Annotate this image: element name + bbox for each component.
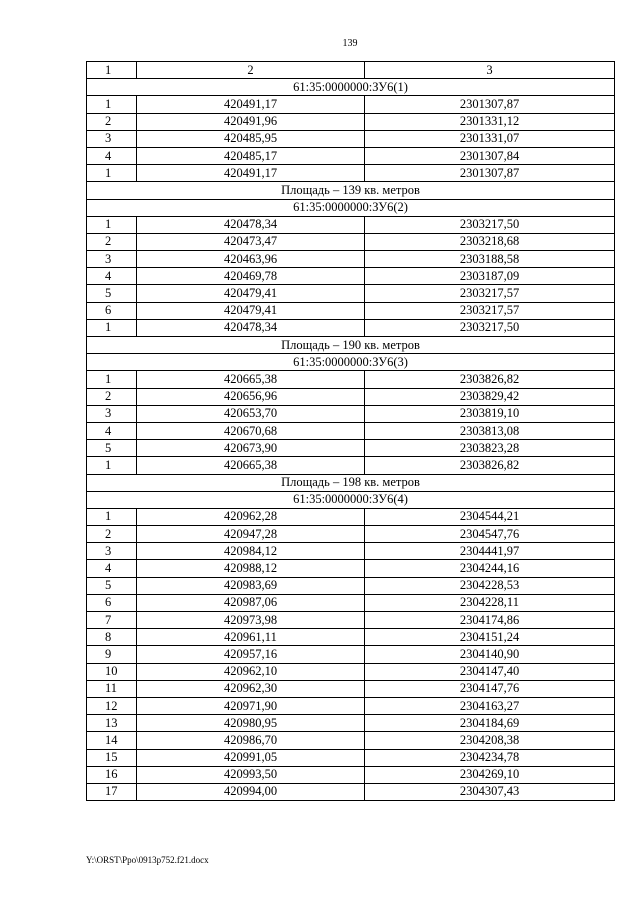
parcel-title: 61:35:0000000:ЗУ6(1) — [87, 79, 615, 96]
coordinates-table-body — [87, 62, 615, 801]
parcel-area: Площадь – 198 кв. метров — [87, 474, 615, 491]
table-row — [87, 319, 615, 336]
table-row — [87, 96, 615, 113]
x-coordinate: 420485,17 — [137, 147, 365, 164]
point-number: 3 — [87, 251, 137, 268]
x-coordinate: 420962,28 — [137, 508, 365, 525]
y-coordinate: 2304441,97 — [365, 543, 615, 560]
x-coordinate: 420665,38 — [137, 457, 365, 474]
y-coordinate: 2303826,82 — [365, 371, 615, 388]
x-coordinate: 420473,47 — [137, 233, 365, 250]
y-coordinate: 2303217,57 — [365, 302, 615, 319]
point-number: 15 — [87, 749, 137, 766]
header-col-2: 2 — [137, 62, 365, 79]
table-row — [87, 697, 615, 714]
x-coordinate: 420665,38 — [137, 371, 365, 388]
table-row — [87, 543, 615, 560]
point-number: 4 — [87, 147, 137, 164]
parcel-title-row — [87, 199, 615, 216]
x-coordinate: 420463,96 — [137, 251, 365, 268]
y-coordinate: 2301331,12 — [365, 113, 615, 130]
x-coordinate: 420947,28 — [137, 526, 365, 543]
table-row — [87, 732, 615, 749]
y-coordinate: 2301307,87 — [365, 96, 615, 113]
point-number: 13 — [87, 715, 137, 732]
point-number: 1 — [87, 319, 137, 336]
y-coordinate: 2303813,08 — [365, 422, 615, 439]
header-col-3: 3 — [365, 62, 615, 79]
coordinates-table — [86, 61, 615, 801]
table-row — [87, 165, 615, 182]
x-coordinate: 420479,41 — [137, 302, 365, 319]
x-coordinate: 420653,70 — [137, 405, 365, 422]
point-number: 2 — [87, 233, 137, 250]
point-number: 1 — [87, 216, 137, 233]
table-row — [87, 405, 615, 422]
table-row — [87, 663, 615, 680]
x-coordinate: 420962,30 — [137, 680, 365, 697]
point-number: 3 — [87, 130, 137, 147]
y-coordinate: 2304244,16 — [365, 560, 615, 577]
x-coordinate: 420980,95 — [137, 715, 365, 732]
y-coordinate: 2303217,57 — [365, 285, 615, 302]
point-number: 6 — [87, 594, 137, 611]
y-coordinate: 2303217,50 — [365, 319, 615, 336]
table-row — [87, 268, 615, 285]
y-coordinate: 2304544,21 — [365, 508, 615, 525]
parcel-title-row — [87, 79, 615, 96]
point-number: 4 — [87, 422, 137, 439]
point-number: 1 — [87, 96, 137, 113]
parcel-area-row — [87, 182, 615, 199]
point-number: 7 — [87, 612, 137, 629]
y-coordinate: 2303188,58 — [365, 251, 615, 268]
y-coordinate: 2303187,09 — [365, 268, 615, 285]
x-coordinate: 420962,10 — [137, 663, 365, 680]
table-row — [87, 766, 615, 783]
y-coordinate: 2304234,78 — [365, 749, 615, 766]
table-row — [87, 594, 615, 611]
y-coordinate: 2304174,86 — [365, 612, 615, 629]
x-coordinate: 420994,00 — [137, 783, 365, 800]
point-number: 2 — [87, 526, 137, 543]
table-row — [87, 457, 615, 474]
x-coordinate: 420656,96 — [137, 388, 365, 405]
x-coordinate: 420469,78 — [137, 268, 365, 285]
x-coordinate: 420993,50 — [137, 766, 365, 783]
x-coordinate: 420485,95 — [137, 130, 365, 147]
table-row — [87, 577, 615, 594]
point-number: 3 — [87, 543, 137, 560]
parcel-title: 61:35:0000000:ЗУ6(3) — [87, 354, 615, 371]
x-coordinate: 420670,68 — [137, 422, 365, 439]
table-row — [87, 251, 615, 268]
point-number: 8 — [87, 629, 137, 646]
y-coordinate: 2304307,43 — [365, 783, 615, 800]
x-coordinate: 420673,90 — [137, 440, 365, 457]
parcel-title-row — [87, 354, 615, 371]
x-coordinate: 420957,16 — [137, 646, 365, 663]
table-row — [87, 646, 615, 663]
y-coordinate: 2304140,90 — [365, 646, 615, 663]
x-coordinate: 420988,12 — [137, 560, 365, 577]
table-row — [87, 422, 615, 439]
y-coordinate: 2303218,68 — [365, 233, 615, 250]
x-coordinate: 420971,90 — [137, 697, 365, 714]
x-coordinate: 420987,06 — [137, 594, 365, 611]
table-row — [87, 302, 615, 319]
point-number: 12 — [87, 697, 137, 714]
table-row — [87, 285, 615, 302]
x-coordinate: 420479,41 — [137, 285, 365, 302]
point-number: 1 — [87, 457, 137, 474]
table-row — [87, 612, 615, 629]
parcel-area: Площадь – 190 кв. метров — [87, 337, 615, 354]
table-row — [87, 680, 615, 697]
x-coordinate: 420491,17 — [137, 96, 365, 113]
table-row — [87, 526, 615, 543]
y-coordinate: 2304547,76 — [365, 526, 615, 543]
point-number: 5 — [87, 285, 137, 302]
x-coordinate: 420478,34 — [137, 319, 365, 336]
point-number: 11 — [87, 680, 137, 697]
x-coordinate: 420983,69 — [137, 577, 365, 594]
x-coordinate: 420491,17 — [137, 165, 365, 182]
page-number: 139 — [342, 38, 358, 49]
x-coordinate: 420961,11 — [137, 629, 365, 646]
y-coordinate: 2304228,11 — [365, 594, 615, 611]
table-row — [87, 371, 615, 388]
y-coordinate: 2304269,10 — [365, 766, 615, 783]
table-row — [87, 216, 615, 233]
x-coordinate: 420986,70 — [137, 732, 365, 749]
point-number: 5 — [87, 440, 137, 457]
point-number: 4 — [87, 268, 137, 285]
parcel-title-row — [87, 491, 615, 508]
point-number: 1 — [87, 371, 137, 388]
y-coordinate: 2304184,69 — [365, 715, 615, 732]
point-number: 5 — [87, 577, 137, 594]
table-row — [87, 113, 615, 130]
table-header-row — [87, 62, 615, 79]
table-row — [87, 783, 615, 800]
point-number: 3 — [87, 405, 137, 422]
parcel-title: 61:35:0000000:ЗУ6(2) — [87, 199, 615, 216]
table-row — [87, 388, 615, 405]
y-coordinate: 2301331,07 — [365, 130, 615, 147]
table-row — [87, 629, 615, 646]
x-coordinate: 420973,98 — [137, 612, 365, 629]
table-row — [87, 715, 615, 732]
point-number: 2 — [87, 113, 137, 130]
y-coordinate: 2303826,82 — [365, 457, 615, 474]
table-row — [87, 130, 615, 147]
y-coordinate: 2303829,42 — [365, 388, 615, 405]
parcel-area: Площадь – 139 кв. метров — [87, 182, 615, 199]
point-number: 4 — [87, 560, 137, 577]
point-number: 1 — [87, 508, 137, 525]
y-coordinate: 2303217,50 — [365, 216, 615, 233]
parcel-title: 61:35:0000000:ЗУ6(4) — [87, 491, 615, 508]
parcel-area-row — [87, 337, 615, 354]
x-coordinate: 420984,12 — [137, 543, 365, 560]
table-row — [87, 147, 615, 164]
y-coordinate: 2303819,10 — [365, 405, 615, 422]
table-row — [87, 560, 615, 577]
x-coordinate: 420991,05 — [137, 749, 365, 766]
y-coordinate: 2304228,53 — [365, 577, 615, 594]
y-coordinate: 2303823,28 — [365, 440, 615, 457]
header-col-1: 1 — [87, 62, 137, 79]
y-coordinate: 2304147,40 — [365, 663, 615, 680]
table-row — [87, 233, 615, 250]
y-coordinate: 2304151,24 — [365, 629, 615, 646]
y-coordinate: 2304147,76 — [365, 680, 615, 697]
point-number: 2 — [87, 388, 137, 405]
point-number: 1 — [87, 165, 137, 182]
table-row — [87, 508, 615, 525]
y-coordinate: 2301307,84 — [365, 147, 615, 164]
footer-file-path: Y:\ORST\Ppo\0913p752.f21.docx — [86, 855, 209, 865]
point-number: 6 — [87, 302, 137, 319]
table-row — [87, 749, 615, 766]
y-coordinate: 2304163,27 — [365, 697, 615, 714]
point-number: 14 — [87, 732, 137, 749]
x-coordinate: 420478,34 — [137, 216, 365, 233]
point-number: 16 — [87, 766, 137, 783]
y-coordinate: 2304208,38 — [365, 732, 615, 749]
x-coordinate: 420491,96 — [137, 113, 365, 130]
table-row — [87, 440, 615, 457]
point-number: 17 — [87, 783, 137, 800]
point-number: 10 — [87, 663, 137, 680]
point-number: 9 — [87, 646, 137, 663]
y-coordinate: 2301307,87 — [365, 165, 615, 182]
parcel-area-row — [87, 474, 615, 491]
